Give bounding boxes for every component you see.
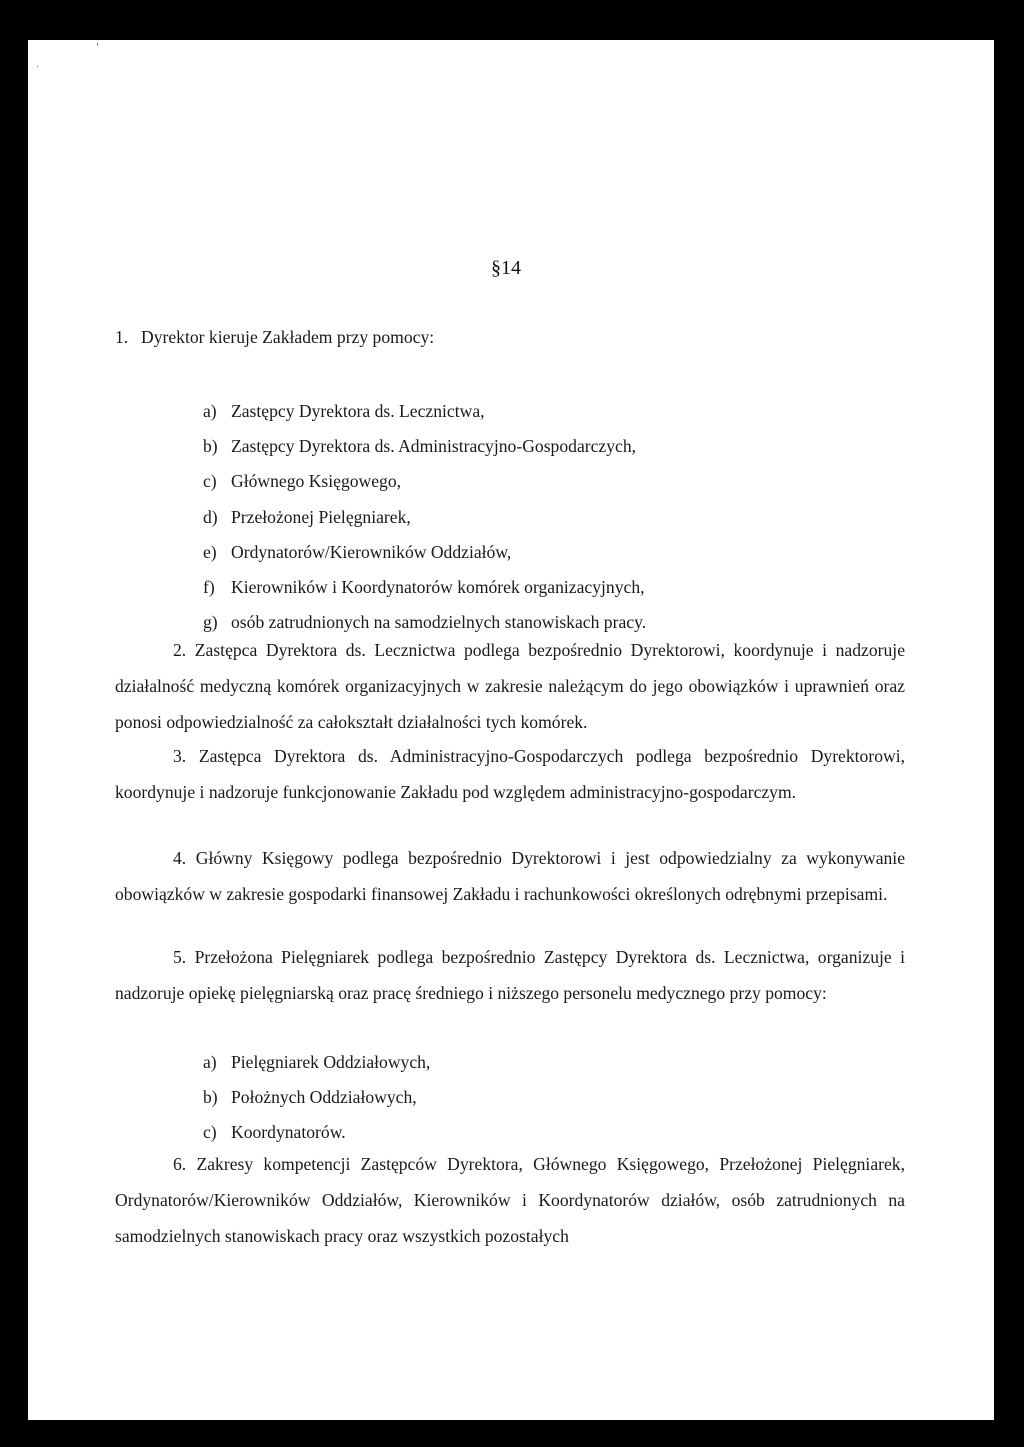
list-item [203, 393, 485, 429]
list-label: d) [203, 507, 218, 527]
list-label: f) [203, 577, 215, 597]
list-item [203, 534, 511, 570]
point-text: Zakresy kompetencji Zastępców Dyrektora, Głównego Księgowego, Przełożonej Pielęgniarek, Ordynatorów/Kierowników Oddziałów, Kierowników i Koordynatorów działów, osób zatrudnionych na samodzielnych stanowiskach pracy oraz wszystkich pozostałych [115, 1154, 905, 1246]
point-number: 6. [173, 1154, 187, 1174]
point-number: 4. [173, 848, 187, 868]
point-number: 5. [173, 947, 187, 967]
point-5 [115, 939, 905, 1011]
point-6 [115, 1146, 905, 1254]
list-text: Głównego Księgowego, [231, 471, 402, 491]
section-symbol: § [491, 257, 501, 279]
list-text: Kierowników i Koordynatorów komórek organizacyjnych, [231, 577, 645, 597]
list-text: Przełożonej Pielęgniarek, [231, 507, 411, 527]
list-text: Pielęgniarek Oddziałowych, [231, 1052, 431, 1072]
list-item [203, 569, 645, 605]
point-text: Zastępca Dyrektora ds. Administracyjno-Gospodarczych podlega bezpośrednio Dyrektorowi, koordynuje i nadzoruje funkcjonowanie Zakładu pod względem administracyjno-gospodarczym. [115, 746, 905, 802]
list-text: Zastępcy Dyrektora ds. Administracyjno-Gospodarczych, [231, 436, 637, 456]
section-number: 14 [501, 257, 521, 279]
list-text: Ordynatorów/Kierowników Oddziałów, [231, 542, 512, 562]
list-label: a) [203, 1052, 217, 1072]
point-4 [115, 840, 905, 912]
list-label: b) [203, 436, 218, 456]
document-page [28, 40, 994, 1420]
list-item [203, 463, 401, 499]
point-text: Główny Księgowy podlega bezpośrednio Dyrektorowi i jest odpowiedzialny za wykonywanie obowiązków w zakresie gospodarki finansowej Zakładu i rachunkowości określonych odrębnymi przepisami. [115, 848, 906, 904]
list-label: b) [203, 1087, 218, 1107]
point-text: Przełożona Pielęgniarek podlega bezpośrednio Zastępcy Dyrektora ds. Lecznictwa, organizuje i nadzoruje opiekę pielęgniarską oraz pracę średniego i niższego personelu medycznego przy pomocy: [115, 947, 905, 1003]
list-text: Położnych Oddziałowych, [231, 1087, 417, 1107]
scan-speck: ' [96, 42, 99, 53]
scan-speck: · [36, 62, 40, 73]
list-label: e) [203, 542, 217, 562]
list-label: c) [203, 1122, 217, 1142]
list-label: a) [203, 401, 217, 421]
list-item [203, 1114, 346, 1150]
list-label: c) [203, 471, 217, 491]
list-text: osób zatrudnionych na samodzielnych stanowiskach pracy. [231, 612, 647, 632]
list-item [203, 428, 636, 464]
list-item [203, 499, 411, 535]
point-2 [115, 632, 905, 740]
point-number: 1. [115, 327, 129, 347]
section-heading [491, 257, 521, 280]
list-item [203, 1044, 430, 1080]
list-text: Koordynatorów. [231, 1122, 346, 1142]
list-text: Zastępcy Dyrektora ds. Lecznictwa, [231, 401, 485, 421]
point-text: Dyrektor kieruje Zakładem przy pomocy: [141, 327, 435, 347]
point-3 [115, 738, 905, 810]
list-item [203, 1079, 417, 1115]
point-1 [115, 319, 434, 355]
point-text: Zastępca Dyrektora ds. Lecznictwa podlega bezpośrednio Dyrektorowi, koordynuje i nadzoruje działalność medyczną komórek organizacyjnych w zakresie należącym do jego obowiązków i uprawnień oraz ponosi odpowiedzialność za całokształt działalności tych komórek. [115, 640, 905, 732]
point-number: 2. [173, 640, 187, 660]
list-label: g) [203, 612, 218, 632]
point-number: 3. [173, 746, 187, 766]
